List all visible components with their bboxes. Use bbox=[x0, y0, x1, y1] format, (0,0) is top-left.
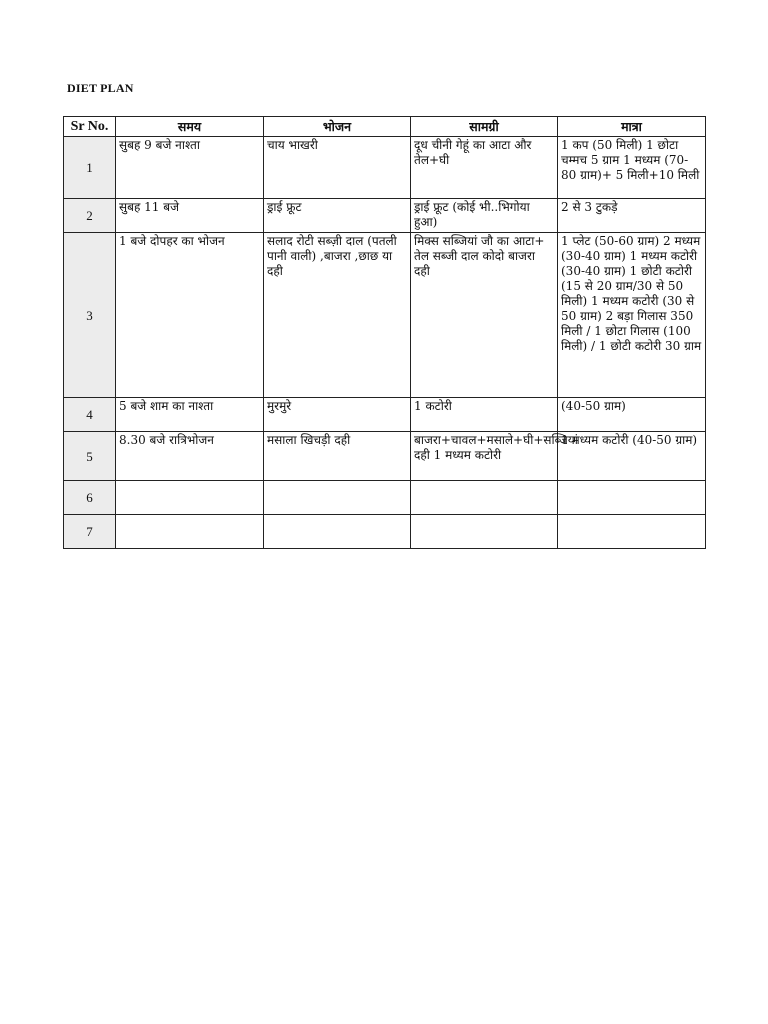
cell-quantity bbox=[558, 481, 706, 515]
cell-ingredients bbox=[411, 515, 558, 549]
header-time: समय bbox=[116, 117, 264, 137]
table-row bbox=[64, 233, 706, 398]
cell-quantity bbox=[558, 515, 706, 549]
cell-time: सुबह 9 बजे नाश्ता bbox=[116, 137, 264, 199]
cell-food bbox=[264, 481, 411, 515]
diet-plan-table bbox=[63, 116, 706, 549]
cell-food bbox=[264, 515, 411, 549]
cell-sr-no: 4 bbox=[64, 398, 116, 432]
cell-sr-no: 7 bbox=[64, 515, 116, 549]
cell-quantity: 1 कप (50 मिली) 1 छोटा चम्मच 5 ग्राम 1 मध्यम (70-80 ग्राम)+ 5 मिली+10 मिली bbox=[558, 137, 706, 199]
table-row bbox=[64, 432, 706, 481]
table-row bbox=[64, 481, 706, 515]
cell-ingredients: ड्राई फ्रूट (कोई भी..भिगोया हुआ) bbox=[411, 199, 558, 233]
header-food: भोजन bbox=[264, 117, 411, 137]
cell-time bbox=[116, 481, 264, 515]
cell-quantity: 2 से 3 टुकड़े bbox=[558, 199, 706, 233]
cell-quantity: (40-50 ग्राम) bbox=[558, 398, 706, 432]
table-row bbox=[64, 398, 706, 432]
header-quantity: मात्रा bbox=[558, 117, 706, 137]
cell-ingredients: मिक्स सब्जियां जौ का आटा+ तेल सब्जी दाल कोदो बाजरा दही bbox=[411, 233, 558, 398]
table-row bbox=[64, 137, 706, 199]
header-ingredients: सामग्री bbox=[411, 117, 558, 137]
cell-ingredients: 1 कटोरी bbox=[411, 398, 558, 432]
cell-ingredients: दूध चीनी गेहूं का आटा और तेल+घी bbox=[411, 137, 558, 199]
cell-time: 5 बजे शाम का नाश्ता bbox=[116, 398, 264, 432]
cell-quantity: 1 मध्यम कटोरी (40-50 ग्राम) bbox=[558, 432, 706, 481]
cell-time bbox=[116, 515, 264, 549]
cell-food: ड्राई फ्रूट bbox=[264, 199, 411, 233]
cell-time: 1 बजे दोपहर का भोजन bbox=[116, 233, 264, 398]
cell-food: मसाला खिचड़ी दही bbox=[264, 432, 411, 481]
header-sr-no: Sr No. bbox=[64, 117, 116, 137]
document-title: DIET PLAN bbox=[67, 81, 134, 95]
cell-sr-no: 3 bbox=[64, 233, 116, 398]
cell-sr-no: 2 bbox=[64, 199, 116, 233]
cell-quantity: 1 प्लेट (50-60 ग्राम) 2 मध्यम (30-40 ग्राम) 1 मध्यम कटोरी (30-40 ग्राम) 1 छोटी कटोरी (15 से 20 ग्राम/30 से 50 मिली) 1 मध्यम कटोरी (30 से 50 ग्राम) 2 बड़ा गिलास 350 मिली / 1 छोटा गिलास (100 मिली) / 1 छोटी कटोरी 30 ग्राम bbox=[558, 233, 706, 398]
cell-time: 8.30 बजे रात्रिभोजन bbox=[116, 432, 264, 481]
cell-sr-no: 5 bbox=[64, 432, 116, 481]
cell-ingredients bbox=[411, 481, 558, 515]
cell-food: सलाद रोटी सब्ज़ी दाल (पतली पानी वाली) ,बाजरा ,छाछ या दही bbox=[264, 233, 411, 398]
cell-ingredients: बाजरा+चावल+मसाले+घी+सब्जियां दही 1 मध्यम कटोरी bbox=[411, 432, 558, 481]
cell-food: चाय भाखरी bbox=[264, 137, 411, 199]
table-row bbox=[64, 515, 706, 549]
cell-time: सुबह 11 बजे bbox=[116, 199, 264, 233]
cell-food: मुरमुरे bbox=[264, 398, 411, 432]
cell-sr-no: 6 bbox=[64, 481, 116, 515]
table-row bbox=[64, 199, 706, 233]
cell-sr-no: 1 bbox=[64, 137, 116, 199]
table-header-row bbox=[64, 117, 706, 137]
